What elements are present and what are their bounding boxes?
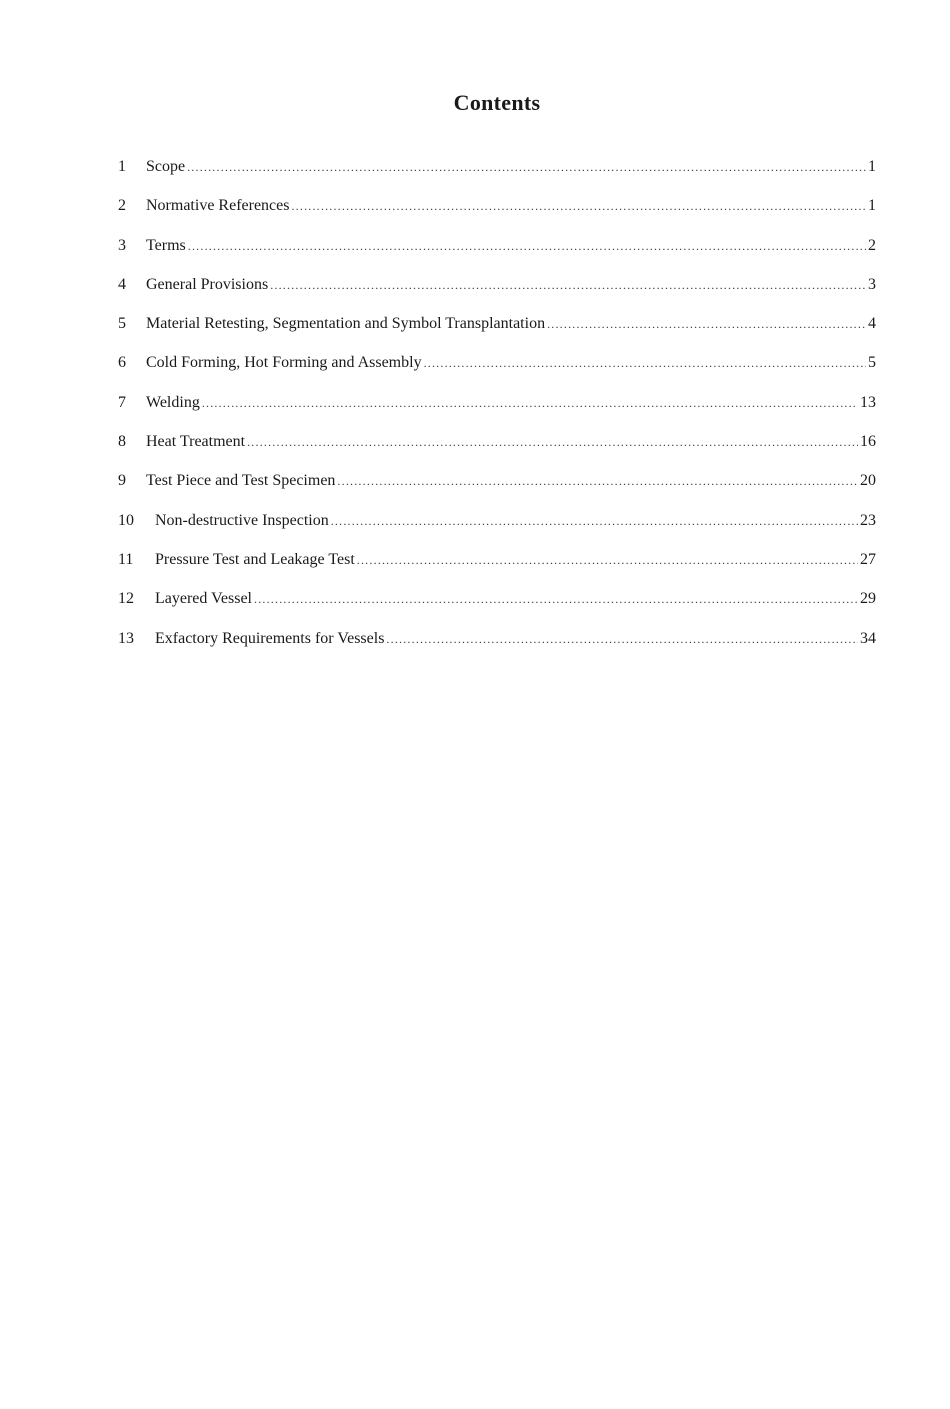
toc-entry-page: 23 [860, 511, 876, 529]
table-of-contents [118, 158, 876, 669]
toc-entry-number: 8 [118, 433, 126, 451]
toc-entry-number: 12 [118, 590, 134, 608]
toc-entry-page: 1 [868, 158, 876, 175]
toc-entry-number: 1 [118, 158, 126, 175]
toc-entry-page: 20 [860, 472, 876, 490]
toc-entry-number: 11 [118, 550, 134, 568]
toc-entry-number: 3 [118, 236, 126, 254]
toc-entry-page: 29 [860, 590, 876, 608]
toc-entry-page: 16 [860, 433, 876, 451]
toc-entry-label: Heat Treatment [146, 433, 246, 451]
toc-entry-label: Scope [146, 158, 186, 175]
toc-entry-page: 3 [868, 275, 876, 293]
toc-entry-label: Pressure Test and Leakage Test [155, 550, 355, 568]
toc-entry-exfactory-requirements[interactable] [118, 630, 876, 669]
toc-entry-test-piece[interactable] [118, 472, 876, 511]
toc-entry-label: Terms [146, 236, 186, 254]
toc-entry-number: 7 [118, 393, 126, 411]
toc-leader-dots [337, 474, 858, 489]
toc-leader-dots [254, 592, 858, 607]
page-title: Contents [453, 90, 541, 115]
toc-entry-terms[interactable] [118, 237, 876, 276]
toc-entry-label: Layered Vessel [155, 590, 252, 608]
toc-entry-page: 4 [868, 315, 876, 333]
toc-entry-page: 13 [860, 393, 876, 411]
toc-entry-number: 9 [118, 472, 126, 490]
toc-entry-label: Material Retesting, Segmentation and Symbol Transplantation [146, 315, 546, 333]
toc-entry-number: 2 [118, 197, 126, 215]
toc-entry-layered-vessel[interactable] [118, 590, 876, 629]
toc-leader-dots [202, 396, 858, 411]
toc-entry-number: 4 [118, 275, 126, 293]
toc-entry-label: Welding [146, 393, 200, 411]
toc-entry-label: Cold Forming, Hot Forming and Assembly [146, 354, 422, 372]
toc-entry-label: Normative References [146, 197, 290, 215]
toc-entry-heat-treatment[interactable] [118, 433, 876, 472]
toc-leader-dots [187, 160, 866, 175]
toc-entry-page: 5 [868, 354, 876, 372]
toc-entry-pressure-test[interactable] [118, 551, 876, 590]
toc-entry-scope[interactable] [118, 158, 876, 197]
toc-leader-dots [188, 239, 866, 254]
toc-entry-cold-forming[interactable] [118, 354, 876, 393]
toc-leader-dots [424, 356, 866, 371]
toc-entry-number: 10 [118, 511, 134, 529]
toc-entry-label: Test Piece and Test Specimen [146, 472, 336, 490]
toc-entry-material-retesting[interactable] [118, 315, 876, 354]
toc-entry-number: 13 [118, 629, 134, 647]
toc-entry-label: General Provisions [146, 275, 269, 293]
toc-leader-dots [386, 632, 858, 647]
toc-entry-number: 5 [118, 315, 126, 333]
toc-entry-page: 2 [868, 236, 876, 254]
toc-leader-dots [331, 514, 858, 529]
toc-entry-page: 27 [860, 550, 876, 568]
toc-entry-general-provisions[interactable] [118, 276, 876, 315]
toc-leader-dots [270, 278, 866, 293]
toc-entry-label: Non-destructive Inspection [155, 511, 329, 529]
toc-entry-page: 34 [860, 629, 876, 647]
toc-leader-dots [547, 317, 866, 332]
toc-leader-dots [291, 199, 866, 214]
toc-entry-page: 1 [868, 197, 876, 215]
toc-leader-dots [357, 553, 858, 568]
toc-leader-dots [247, 435, 858, 450]
toc-entry-normative-references[interactable] [118, 197, 876, 236]
toc-entry-label: Exfactory Requirements for Vessels [155, 629, 385, 647]
toc-entry-non-destructive-inspection[interactable] [118, 512, 876, 551]
toc-entry-number: 6 [118, 354, 126, 372]
toc-entry-welding[interactable] [118, 394, 876, 433]
